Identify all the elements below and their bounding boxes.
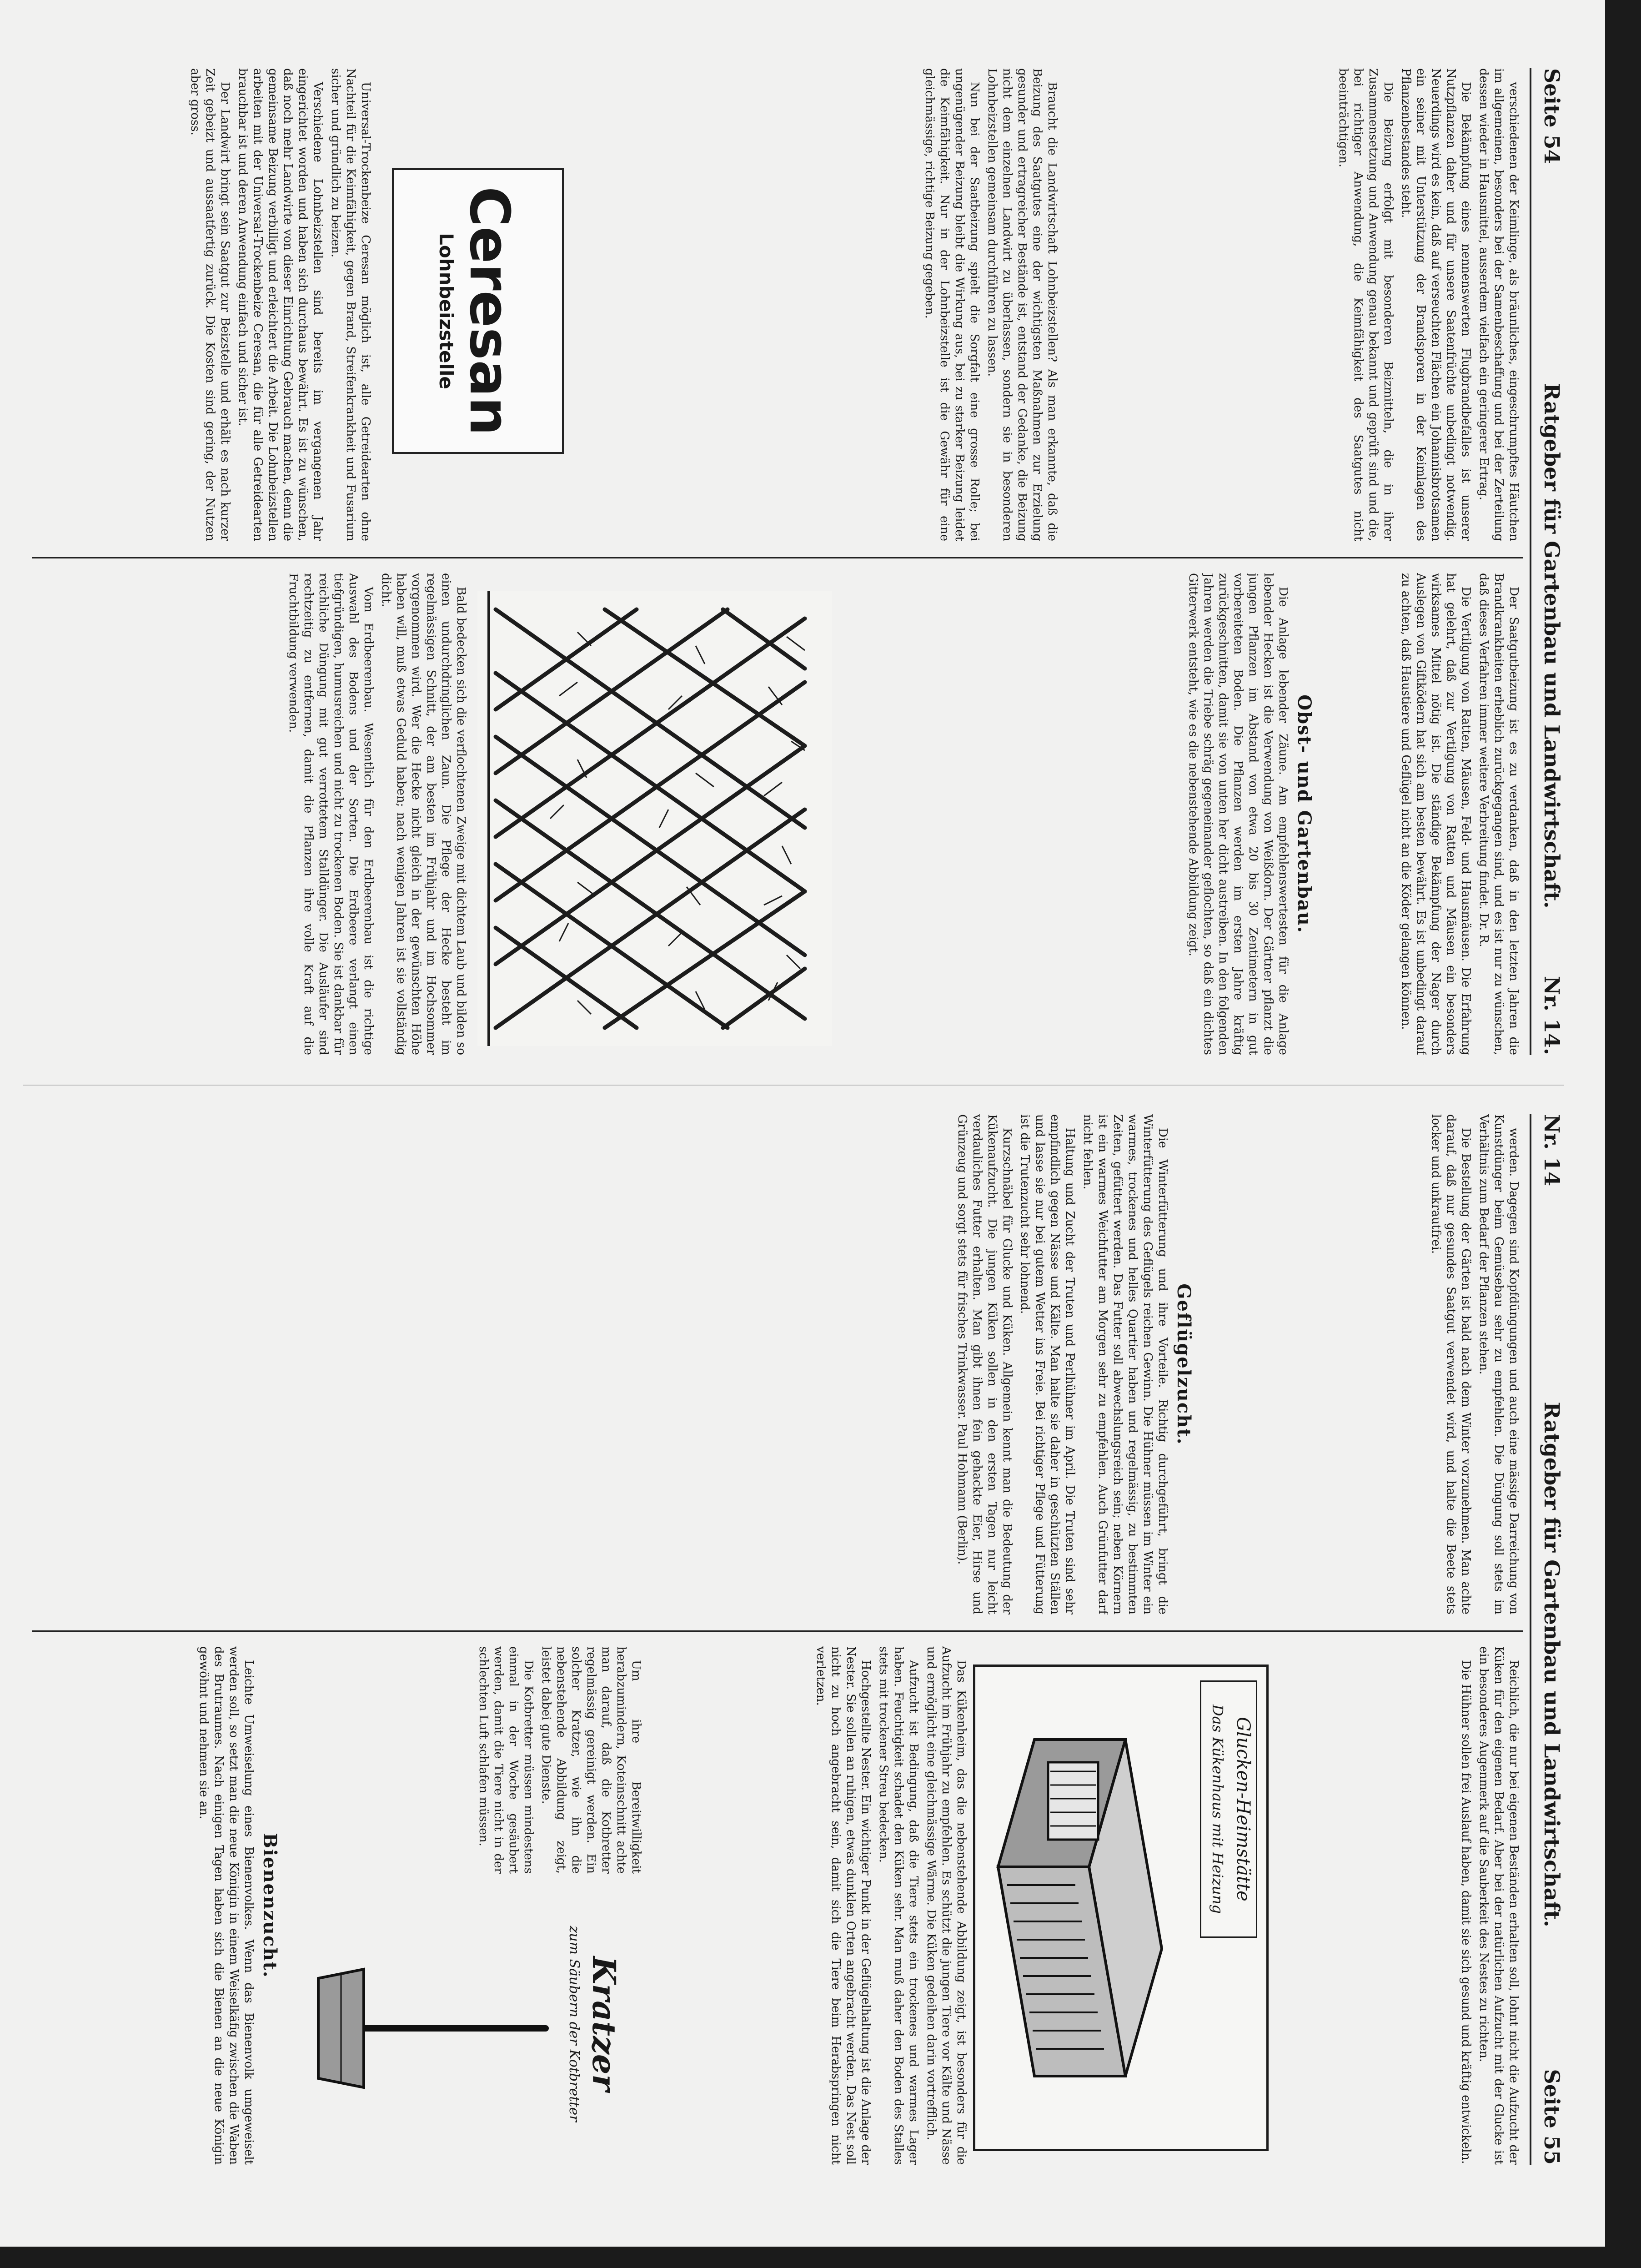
right-column-2-bees bbox=[32, 1646, 282, 2165]
paragraph: Haltung und Zucht der Truten und Perlhühner im April. Die Truten sind sehr empfindlich gegen Nässe und Kälte. Man halte sie daher in geschützten Ställen und lasse sie nur bei gutem Wetter ins Freie. Bei richtiger Pflege und Fütterung ist die Trutenzucht sehr lohnend. bbox=[1018, 1114, 1077, 1614]
page-gutter bbox=[23, 1085, 1564, 1086]
right-column-2-lower-text bbox=[289, 1646, 643, 1874]
paragraph: Der Landwirt bringt sein Saatgut zur Beizstelle und erhält es nach kurzer Zeit gebeizt und aussaatfertig zurück. Die Kosten sind gering, der Nutzen aber gross. bbox=[188, 68, 232, 541]
right-column-2-middle bbox=[650, 1646, 969, 2165]
left-column-2-bottom bbox=[32, 573, 468, 1055]
left-issue-number: Nr. 14. bbox=[1540, 976, 1564, 1055]
paragraph: Die Hühner sollen frei Auslauf haben, damit sie sich gesund und kräftig entwickeln. bbox=[1459, 1660, 1473, 2164]
ad-label-box bbox=[1200, 1680, 1257, 1938]
paragraph: Nun bei der Saatbeizung spielt die Sorgfalt eine grosse Rolle; bei ungenügender Beizung bleibt die Wirkung aus, bei zu starker Beizung leidet die Keimfähigkeit. Nur in der Lohnbeizstelle ist die Gewähr für eine gleichmässige, richtige Beizung gegeben. bbox=[923, 68, 981, 541]
ceresan-advertisement bbox=[392, 168, 564, 454]
paragraph: Die Bestellung der Gärten ist bald nach dem Winter vorzunehmen. Man achte darauf, daß nur gesundes Saatgut verwendet wird, und halte die Beete stets locker und unkrautfrei. bbox=[1429, 1114, 1473, 1614]
paragraph: Die Bekämpfung eines nennenswerten Flugbrandbefalles ist unserer Nutzpflanzen daher und für unsere Saatenfrüchte unbedingt notwendig. Neuerdings wird es kein, daß auf verseuchten Flächen ein Johannisbrotsamen ein seiner mit Unterstützung der Brandsporen in der Keimlagen des Pflanzenbestandes steht. bbox=[1399, 68, 1473, 541]
paragraph: werden. Dagegen sind Kopfdüngungen und auch eine mässige Darreichung von Kunstdünger beim Gemüsebau sehr zu empfehlen. Die Düngung soll stets im Verhältnis zum Bedarf der Pflanzen stehen. bbox=[1477, 1114, 1521, 1614]
left-running-title: Ratgeber für Gartenbau und Landwirtschaft. bbox=[1540, 383, 1564, 909]
right-running-title: Ratgeber für Gartenbau und Landwirtschaft. bbox=[1540, 1402, 1564, 1927]
section-heading: Obst- und Gartenbau. bbox=[1294, 694, 1315, 934]
paragraph: Verschiedene Lohnbeizstellen sind bereits im vergangenen Jahr eingerichtet worden und haben sich durchaus bewährt. Es ist zu wünschen, daß noch mehr Landwirte von dieser Einrichtung Gebrauch machen, denn die gemeinsame Beizung verbilligt und erleichtert die Arbeit. Die Lohnbeizstellen arbeiten mit der Universal-Trockenbeize Ceresan, die für alle Getreidearten brauchbar ist und deren Anwendung einfach und sicher ist. bbox=[236, 68, 325, 541]
section-heading: Geflügelzucht. bbox=[1173, 1283, 1194, 1445]
paragraph: Die Winterfütterung und ihre Vorteile. Richtig durchgeführt, bringt die Winterfütterung des Geflügels reichen Gewinn. Die Hühner müssen im Winter ein warmes, trockenes und helles Quartier haben und regelmässig, zu bestimmten Zeiten, gefüttert werden. Das Futter soll abwechslungsreich sein; neben Körnern ist ein warmes Weichfutter am Morgen sehr zu empfehlen. Auch Grünfutter darf nicht fehlen. bbox=[1081, 1114, 1169, 1614]
paragraph: Reichlich, die nur bei eigenen Beständen erhalten soll, lohnt nicht die Aufzucht der Küken für den eigenen Bedarf. Aber bei der natürlichen Aufzucht mit der Glucke ist ein besonderes Augenmerk auf die Sauberkeit des Nestes zu richten. bbox=[1477, 1646, 1521, 2165]
chick-house-illustration bbox=[989, 1721, 1189, 2094]
paragraph: Bald bedecken sich die verflochtenen Zweige mit dichtem Laub und bilden so einen undurchdringlichen Zaun. Die Pflege der Hecke besteht im regelmässigen Schnitt, der am besten im Frühjahr und im Hochsommer vorgenommen wird. Wer die Hecke nicht gleich in der gewünschten Höhe haben will, muß etwas Geduld haben; nach wenigen Jahren ist sie vollständig dicht. bbox=[379, 573, 468, 1055]
right-header-rule bbox=[1530, 1114, 1531, 2165]
paragraph: Aufzucht ist Bedingung, daß die Tiere stets ein trockenes und warmes Lager haben. Feuchtigkeit schadet den Küken sehr. Man muß daher den Boden des Stalles stets mit trockener Streu bedecken. bbox=[877, 1646, 920, 2165]
paragraph: Braucht die Landwirtschaft Lohnbeizstellen? Als man erkannte, daß die Beizung des Saatgutes eine der wichtigsten Maßnahmen zur Erzielung gesunder und ertragreicher Bestände ist, entstand der Gedanke, die Beizung nicht dem einzelnen Landwirt zu überlassen, sondern sie in besonderen Lohnbeizstellen gemeinsam durchführen zu lassen. bbox=[985, 68, 1059, 541]
paragraph: Die Kotbretter müssen mindestens einmal in der Woche gesäubert werden, damit die Tiere nicht in der schlechten Luft schlafen müssen. bbox=[477, 1646, 535, 1874]
left-column-2-garden bbox=[839, 573, 1316, 1055]
paragraph: Vom Erdbeerenbau. Wesentlich für den Erdbeerenbau ist die richtige Auswahl des Bodens und der Sorten. Die Erdbeere verlangt einen tiefgründigen, humusreichen und nicht zu trockenen Boden. Sie ist dankbar für reichliche Düngung mit gut verrottetem Stalldünger. Die Ausläufer sind rechtzeitig zu entfernen, damit die Pflanzen ihre volle Kraft auf die Fruchtbildung verwenden. bbox=[286, 573, 375, 1055]
paragraph: Hochgestellte Nester. Ein wichtiger Punkt in der Geflügelhaltung ist die Anlage der Nester. Sie sollen an ruhigen, etwas dunklen Orten angebracht werden. Das Nest soll nicht zu hoch angebracht sein, damit sich die Tiere beim Herabspringen nicht verletzen. bbox=[814, 1646, 873, 2165]
paragraph: verschiedenen der Keimlinge, als bräunliches, eingeschrumpftes Häutchen im allgemeinen, besonders bei der Samenbeschaffung und bei der Zerteilung dessen wieder in Hausmittel, ausserdem vielfach ein geringerer Ertrag. bbox=[1477, 68, 1521, 541]
ad-subtitle: Lohnbeizstelle bbox=[435, 233, 457, 389]
paragraph: Der Saatgutbeizung ist es zu verdanken, daß in den letzten Jahren die Brandkrankheiten erheblich zurückgegangen sind, und es ist nur zu wünschen, daß dieses Verfahren immer weitere Verbreitung findet. Dr. R. bbox=[1477, 573, 1521, 1055]
left-header-rule bbox=[1530, 68, 1531, 1055]
right-issue-number: Nr. 14 bbox=[1540, 1114, 1564, 1187]
hedge-lattice-illustration bbox=[477, 591, 832, 1046]
scraper-tool-icon bbox=[300, 1942, 555, 2115]
right-column-1-top bbox=[1203, 1114, 1521, 1614]
ad-title: Glucken-Heimstätte bbox=[1233, 1717, 1254, 1901]
scraper-illustration-block bbox=[296, 1887, 641, 2160]
section-heading: Bienenzucht. bbox=[259, 1833, 281, 1978]
left-page-number: Seite 54 bbox=[1540, 68, 1564, 164]
left-column-divider bbox=[32, 557, 1523, 558]
right-column-2-top bbox=[1275, 1646, 1521, 2165]
left-column-1-bottom bbox=[36, 68, 373, 541]
right-page-number: Seite 55 bbox=[1540, 2069, 1564, 2165]
rotated-page-canvas bbox=[23, 55, 1564, 2169]
left-column-1-top bbox=[1066, 68, 1521, 541]
scraper-subtitle: zum Säubern der Kotbretter bbox=[566, 1926, 582, 2122]
ad-title: Ceresan bbox=[457, 186, 521, 436]
right-column-1-poultry bbox=[32, 1114, 1196, 1614]
paragraph: Um ihre Bereitwilligkeit herabzumindern, Koteinschnitt achte man darauf, daß die Kotbretter regelmässig gereinigt werden. Ein solcher Kratzer, wie ihn die nebenstehende Abbildung zeigt, leistet dabei gute Dienste. bbox=[539, 1646, 643, 1874]
left-column-1-middle bbox=[587, 68, 1059, 541]
paragraph: Leichte Umweiselung eines Bienenvolkes. Wenn das Bienenvolk umgeweiselt werden soll, so setzt man die neue Königin in einem Weiselkäfig zwischen die Waben des Brutraumes. Nach einigen Tagen haben sich die Bienen an die neue Königin gewöhnt und nehmen sie an. bbox=[197, 1646, 256, 2165]
paragraph: Kurzschnäbel für Glucke und Küken. Allgemein kennt man die Bedeutung der Kükenaufzucht. Die jungen Küken sollen in den ersten Tagen nur leicht verdauliches Futter erhalten. Man gibt ihnen fein gehackte Eier, Hirse und Grünzeug und sorgt stets für frisches Trinkwasser. Paul Hohmann (Berlin). bbox=[955, 1114, 1014, 1614]
scraper-title: Kratzer bbox=[585, 1956, 623, 2092]
paragraph: Universal-Trockenbeize Ceresan möglich ist, alle Getreidearten ohne Nachteil für die Keimfähigkeit, gegen Brand, Streifenkrankheit und Fusarium sicher und gründlich zu beizen. bbox=[329, 68, 372, 541]
paragraph: Die Vertilgung von Ratten, Mäusen, Feld- und Hausmäusen. Die Erfahrung hat gelehrt, daß zur Vertilgung von Ratten und Mäusen ein besonders wirksames Mittel nötig ist. Die ständige Bekämpfung der Nager durch Auslegen von Giftködern hat sich am besten bewährt. Es ist unbedingt darauf zu achten, daß Haustiere und Geflügel nicht an die Köder gelangen können. bbox=[1399, 573, 1473, 1055]
paragraph: Das Kükenheim, das die nebenstehende Abbildung zeigt, ist besonders für die Aufzucht im Frühjahr zu empfehlen. Es schützt die jungen Tiere vor Kälte und Nässe und ermöglicht eine gleichmässige Wärme. Die Küken gedeihen darin vortrefflich. bbox=[924, 1646, 968, 2165]
chick-house-advertisement bbox=[973, 1665, 1269, 2151]
ad-subtitle: Das Kükenhaus mit Heizung bbox=[1209, 1704, 1226, 1914]
paragraph: Die Anlage lebender Zäune. Am empfehlenswertesten für die Anlage lebender Hecken ist die Verwendung von Weißdorn. Der Gärtner pflanzt die jungen Pflanzen im Abstand von etwa 20 bis 30 Zentimetern in gut vorbereiteten Boden. Die Pflanzen werden im ersten Jahre kräftig zurückgeschnitten, damit sie von unten her dicht austreiben. In den folgenden Jahren werden die Triebe schräg gegeneinander geflochten, so daß ein dichtes Gitterwerk entsteht, wie es die nebenstehende Abbildung zeigt. bbox=[1186, 573, 1290, 1055]
paragraph: Die Beizung erfolgt mit besonderen Beizmitteln, die in ihrer Zusammensetzung und Anwendung genau bekannt und geprüft sind und die, bei richtiger Anwendung, die Keimfähigkeit des Saatgutes nicht beeinträchtigen. bbox=[1336, 68, 1395, 541]
right-column-divider bbox=[32, 1630, 1523, 1632]
left-column-2-top bbox=[1321, 573, 1521, 1055]
